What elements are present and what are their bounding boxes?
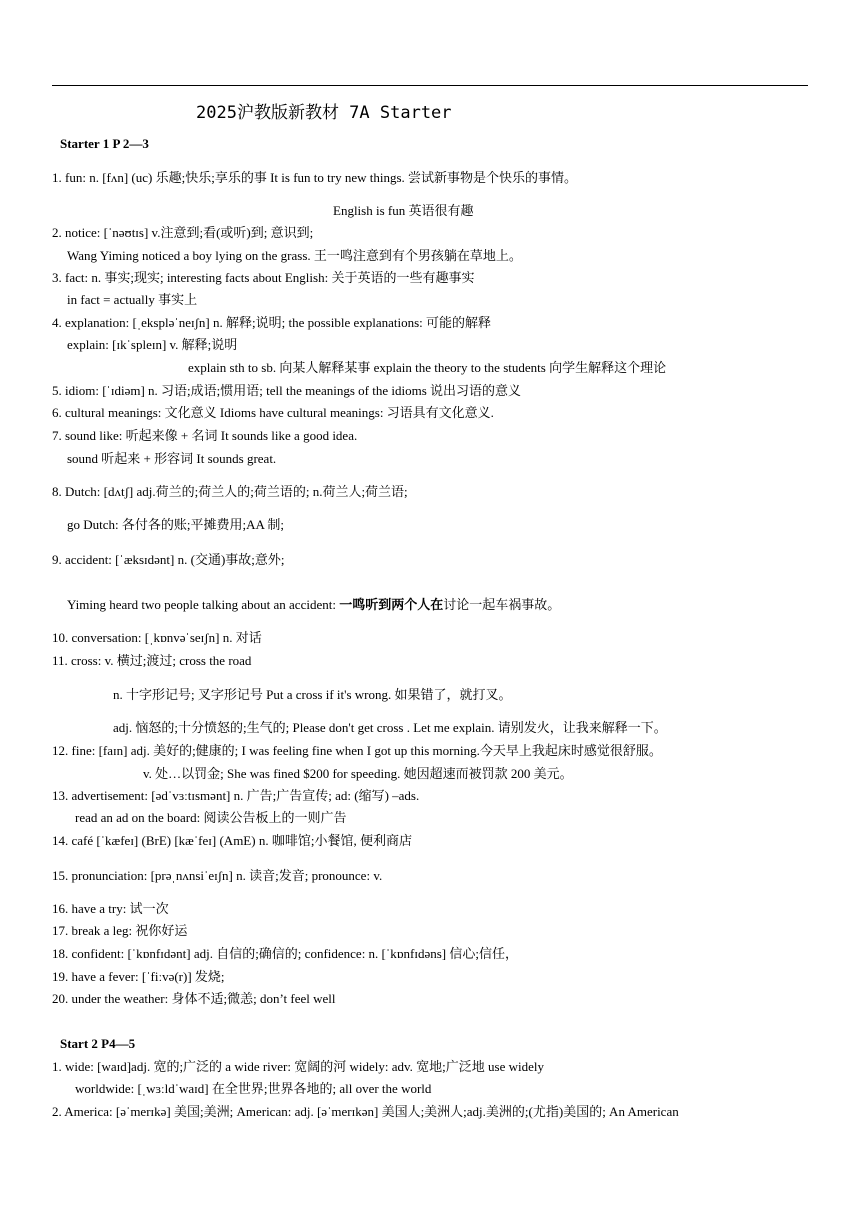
entry-have-a-fever: 19. have a fever: [ˈfiːvə(r)] 发烧; (52, 969, 225, 984)
entry-accident: 9. accident: [ˈæksɪdənt] n. (交通)事故;意外; (52, 552, 285, 567)
entry-america: 2. America: [əˈmerɪkə] 美国;美洲; American: adj. [əˈmerɪkən] 美国人;美洲人;adj.美洲的;(尤指)美国的; An American (52, 1104, 679, 1119)
accident-example-chinese: 讨论一起车祸事故。 (443, 597, 561, 612)
entry-sound-like: 7. sound like: 听起来像 + 名词 It sounds like a good idea. (52, 428, 358, 443)
entry-fact: 3. fact: n. 事实;现实; interesting facts about English: 关于英语的一些有趣事实 (52, 270, 475, 285)
entry-worldwide: worldwide: [ˌwɜːldˈwaɪd] 在全世界;世界各地的; all over the world (75, 1081, 432, 1096)
entry-cross-noun (113, 687, 512, 703)
entry-advertisement: 13. advertisement: [ədˈvɜːtɪsmənt] n. 广告;广告宣传; ad: (缩写) –ads. (52, 788, 420, 803)
entry-fun-example: English is fun 英语很有趣 (333, 203, 474, 218)
entry-cafe: 14. café [ˈkæfeɪ] (BrE) [kæˈfeɪ] (AmE) n. 咖啡馆;小餐馆, 便利商店 (52, 833, 412, 848)
entry-wide: 1. wide: [waɪd]adj. 宽的;广泛的 a wide river: 宽阔的河 widely: adv. 宽地;广泛地 use widely (52, 1059, 544, 1074)
entry-cultural-meanings: 6. cultural meanings: 文化意义 Idioms have cultural meanings: 习语具有文化意义. (52, 405, 494, 420)
entry-cross-adj: adj. 恼怒的;十分愤怒的;生气的; Please don't get cross . Let me explain. 请别发火，让我来解释一下。 (113, 720, 667, 735)
entry-fine: 12. fine: [faɪn] adj. 美好的;健康的; I was feeling fine when I got up this morning.今天早上我起床时感觉很舒服。 (52, 743, 662, 758)
entry-notice: 2. notice: [ˈnəʊtɪs] v.注意到;看(或听)到; 意识到; (52, 225, 314, 240)
entry-fact-phrase: in fact = actually 事实上 (67, 292, 198, 307)
entry-fine-verb: v. 处…以罚金; She was fined $200 for speeding. 她因超速而被罚款 200 美元。 (143, 766, 573, 781)
accident-example-english: Yiming heard two people talking about an accident: (67, 597, 340, 612)
header-rule (52, 85, 808, 86)
entry-cross-verb: 11. cross: v. 横过;渡过; cross the road (52, 653, 252, 668)
section-heading-starter-1: Starter 1 P 2—3 (60, 136, 149, 151)
entry-pronunciation: 15. pronunciation: [prəˌnʌnsiˈeɪʃn] n. 读音;发音; pronounce: v. (52, 868, 383, 883)
entry-have-a-try: 16. have a try: 试一次 (52, 901, 169, 916)
entry-idiom: 5. idiom: [ˈɪdiəm] n. 习语;成语;惯用语; tell the meanings of the idioms 说出习语的意义 (52, 383, 522, 398)
entry-dutch: 8. Dutch: [dʌtʃ] adj.荷兰的;荷兰人的;荷兰语的; n.荷兰人;荷兰语; (52, 484, 408, 499)
entry-notice-example: Wang Yiming noticed a boy lying on the grass. 王一鸣注意到有个男孩躺在草地上。 (67, 248, 522, 263)
section-heading-start-2: Start 2 P4—5 (60, 1036, 136, 1051)
entry-sound-adj: sound 听起来 + 形容词 It sounds great. (67, 451, 277, 466)
cross-noun-example-chinese: 如果错了，就打叉。 (394, 687, 512, 702)
entry-under-the-weather: 20. under the weather: 身体不适;微恙; don’t feel well (52, 991, 336, 1006)
entry-go-dutch: go Dutch: 各付各的账;平摊费用;AA 制; (67, 517, 285, 532)
entry-advertisement-example: read an ad on the board: 阅读公告板上的一则广告 (75, 810, 347, 825)
entry-fun: 1. fun: n. [fʌn] (uc) 乐趣;快乐;享乐的事 It is fun to try new things. 尝试新事物是个快乐的事情。 (52, 170, 578, 185)
cross-noun-example: Put a cross if it's wrong. (262, 687, 395, 702)
entry-break-a-leg: 17. break a leg: 祝你好运 (52, 923, 188, 938)
entry-conversation: 10. conversation: [ˌkɒnvəˈseɪʃn] n. 对话 (52, 630, 262, 645)
entry-accident-example (67, 597, 560, 613)
entry-explanation: 4. explanation: [ˌekspləˈneɪʃn] n. 解释;说明; the possible explanations: 可能的解释 (52, 315, 492, 330)
entry-explain-example: explain sth to sb. 向某人解释某事 explain the theory to the students 向学生解释这个理论 (188, 360, 667, 375)
cross-noun-meaning: n. 十字形记号; (113, 687, 198, 702)
accident-example-chinese-bold: 一鸣听到两个人在 (339, 597, 444, 612)
cross-noun-meaning-sans: 叉字形记号 (197, 687, 263, 702)
entry-confident: 18. confident: [ˈkɒnfɪdənt] adj. 自信的;确信的; confidence: n. [ˈkɒnfɪdəns] 信心;信任， (52, 946, 518, 961)
document-title: 2025沪教版新教材 7A Starter (196, 103, 452, 123)
entry-explain: explain: [ɪkˈspleɪn] v. 解释;说明 (67, 337, 238, 352)
